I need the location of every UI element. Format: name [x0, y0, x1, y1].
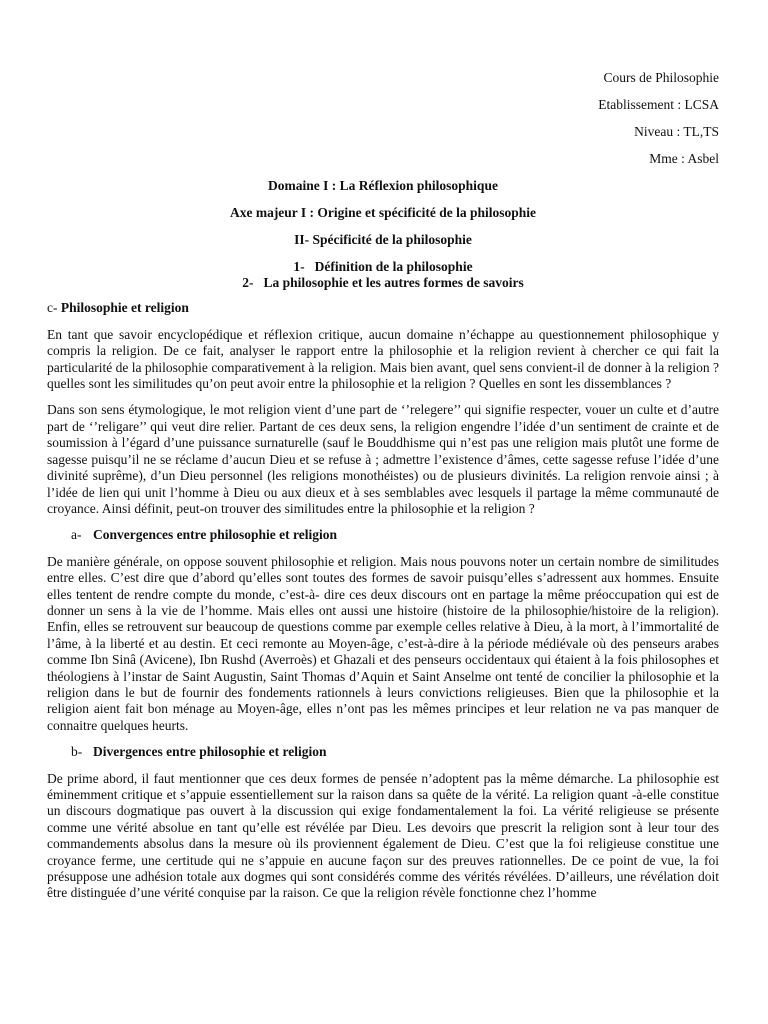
subsection-b-heading — [47, 744, 719, 760]
heading-2-number: 2- — [242, 275, 254, 291]
paragraph-convergences: De manière générale, on oppose souvent philosophie et religion. Mais nous pouvons noter un certain nombre de similitudes entre elles. C’est dire que d’abord qu’elles sont toutes des formes de savoir puisqu’elles s’adressent aux hommes. Ensuite elles tentent de rendre compte du monde, c’est-à- dire ces deux discours ont en partage la même préoccupation qui est de donner un sens à la vie de l’homme. Mais elles ont aussi une histoire (histoire de la philosophie/histoire de la religion). Enfin, elles se retrouvent sur beaucoup de questions comme par exemple celles relative à Dieu, à la mort, à l’immortalité de l’âme, à la liberté et au destin. Et ceci remonte au Moyen-âge, c’est-à-dire à la période médiévale où des penseurs arabes comme Ibn Sinâ (Avicene), Ibn Rushd (Averroès) et Ghazali et des penseurs occidentaux qui étaient à la fois philosophes et théologiens à l’instar de Saint Augustin, Saint Thomas d’Aquin et Saint Anselme ont tenté de concilier la philosophie et la religion dans le but de fournir des fondements rationnels à leurs convictions religieuses. Bien que la philosophie et la religion aient fait bon ménage au Moyen-âge, elles n’ont pas les mêmes principes et leur relation ne va pas manquer de connaitre quelques heurts. — [47, 553, 719, 733]
subsection-a-title: Convergences entre philosophie et religion — [93, 527, 337, 543]
numbered-heading-2 — [47, 275, 719, 291]
paragraph-divergences: De prime abord, il faut mentionner que ces deux formes de pensée n’adoptent pas la même démarche. La philosophie est éminemment critique et s’appuie essentiellement sur la raison dans sa quête de la vérité. La religion quant -à-elle constitue un discours dogmatique pas ouvert à la discussion qui exige fondamentalement la foi. La vérité religieuse se présente comme une vérité absolue en tant qu’elle est révélée par Dieu. Les devoirs que prescrit la religion sont à leur tour des commandements absolus dans la mesure où ils proviennent également de Dieu. C’est que la foi religieuse constitue une croyance ferme, une certitude qui ne s’appuie en aucune façon sur des preuves rationnelles. De ce point de vue, la foi présuppose une adhésion totale aux dogmes qui sont considérés comme des vérités révélées. D’ailleurs, une révélation doit être distinguée d’une vérité conquise par la raison. Ce que la religion révèle fonctionne chez l’homme — [47, 770, 719, 901]
title-block — [47, 178, 719, 292]
paragraph-intro: En tant que savoir encyclopédique et réflexion critique, aucun domaine n’échappe au questionnement philosophique y compris la religion. De ce fait, analyser le rapport entre la philosophie et la religion revient à chercher ce qui fait la particularité de la philosophie comparativement à la religion. Mais bien avant, quel sens convient-il de donner à la religion ?quelles sont les similitudes qu’on peut avoir entre la philosophie et la religion ? Quelles en sont les dissemblances ? — [47, 326, 719, 392]
chapter-title: II- Spécificité de la philosophie — [294, 231, 472, 247]
heading-1-number: 1- — [293, 258, 305, 274]
subsection-b-title: Divergences entre philosophie et religion — [93, 744, 327, 760]
numbered-heading-1 — [47, 259, 719, 275]
section-c-title: Philosophie et religion — [60, 300, 189, 316]
course-title: Cours de Philosophie — [603, 70, 719, 85]
section-c-heading — [47, 300, 719, 316]
heading-1-text: Définition de la philosophie — [314, 258, 473, 274]
paragraph-etymology: Dans son sens étymologique, le mot religion vient d’une part de ‘’relegere’’ qui signifie respecter, vouer un culte et d’autre part de ‘’religare’’ qui veut dire relier. Partant de ces deux sens, la religion engendre l’idée d’un sentiment de crainte et de soumission à l’égard d’une puissance surnaturelle (sauf le Bouddhisme qui n’est pas une religion mais plutôt une forme de sagesse puisqu’il ne se réclame d’aucun Dieu et se refuse à ; admettre l’existence d’âmes, cette sagesse refuse l’idée d’une divinité suprême), d’un Dieu personnel (les religions monothéistes) ou de plusieurs divinités. La religion renvoie ainsi ; à l’idée de lien qui unit l’homme à Dieu ou aux dieux et à ses semblables avec lesquels il partage la même communauté de croyance. Ainsi définit, peut-on trouver des similitudes entre la philosophie et la religion ? — [47, 402, 719, 516]
domain-title: Domaine I : La Réflexion philosophique — [268, 177, 498, 193]
level: Niveau : TL,TS — [634, 123, 719, 139]
teacher-name: Mme : Asbel — [649, 150, 719, 166]
course-header — [47, 70, 719, 167]
subsection-b-letter: b- — [71, 744, 83, 760]
subsection-a-letter: a- — [71, 527, 82, 543]
section-c-prefix: c- — [47, 300, 58, 316]
subsection-a-heading — [47, 527, 719, 543]
axis-title: Axe majeur I : Origine et spécificité de la philosophie — [229, 204, 537, 220]
heading-2-text: La philosophie et les autres formes de savoirs — [263, 275, 524, 291]
school-name: Etablissement : LCSA — [598, 96, 719, 112]
